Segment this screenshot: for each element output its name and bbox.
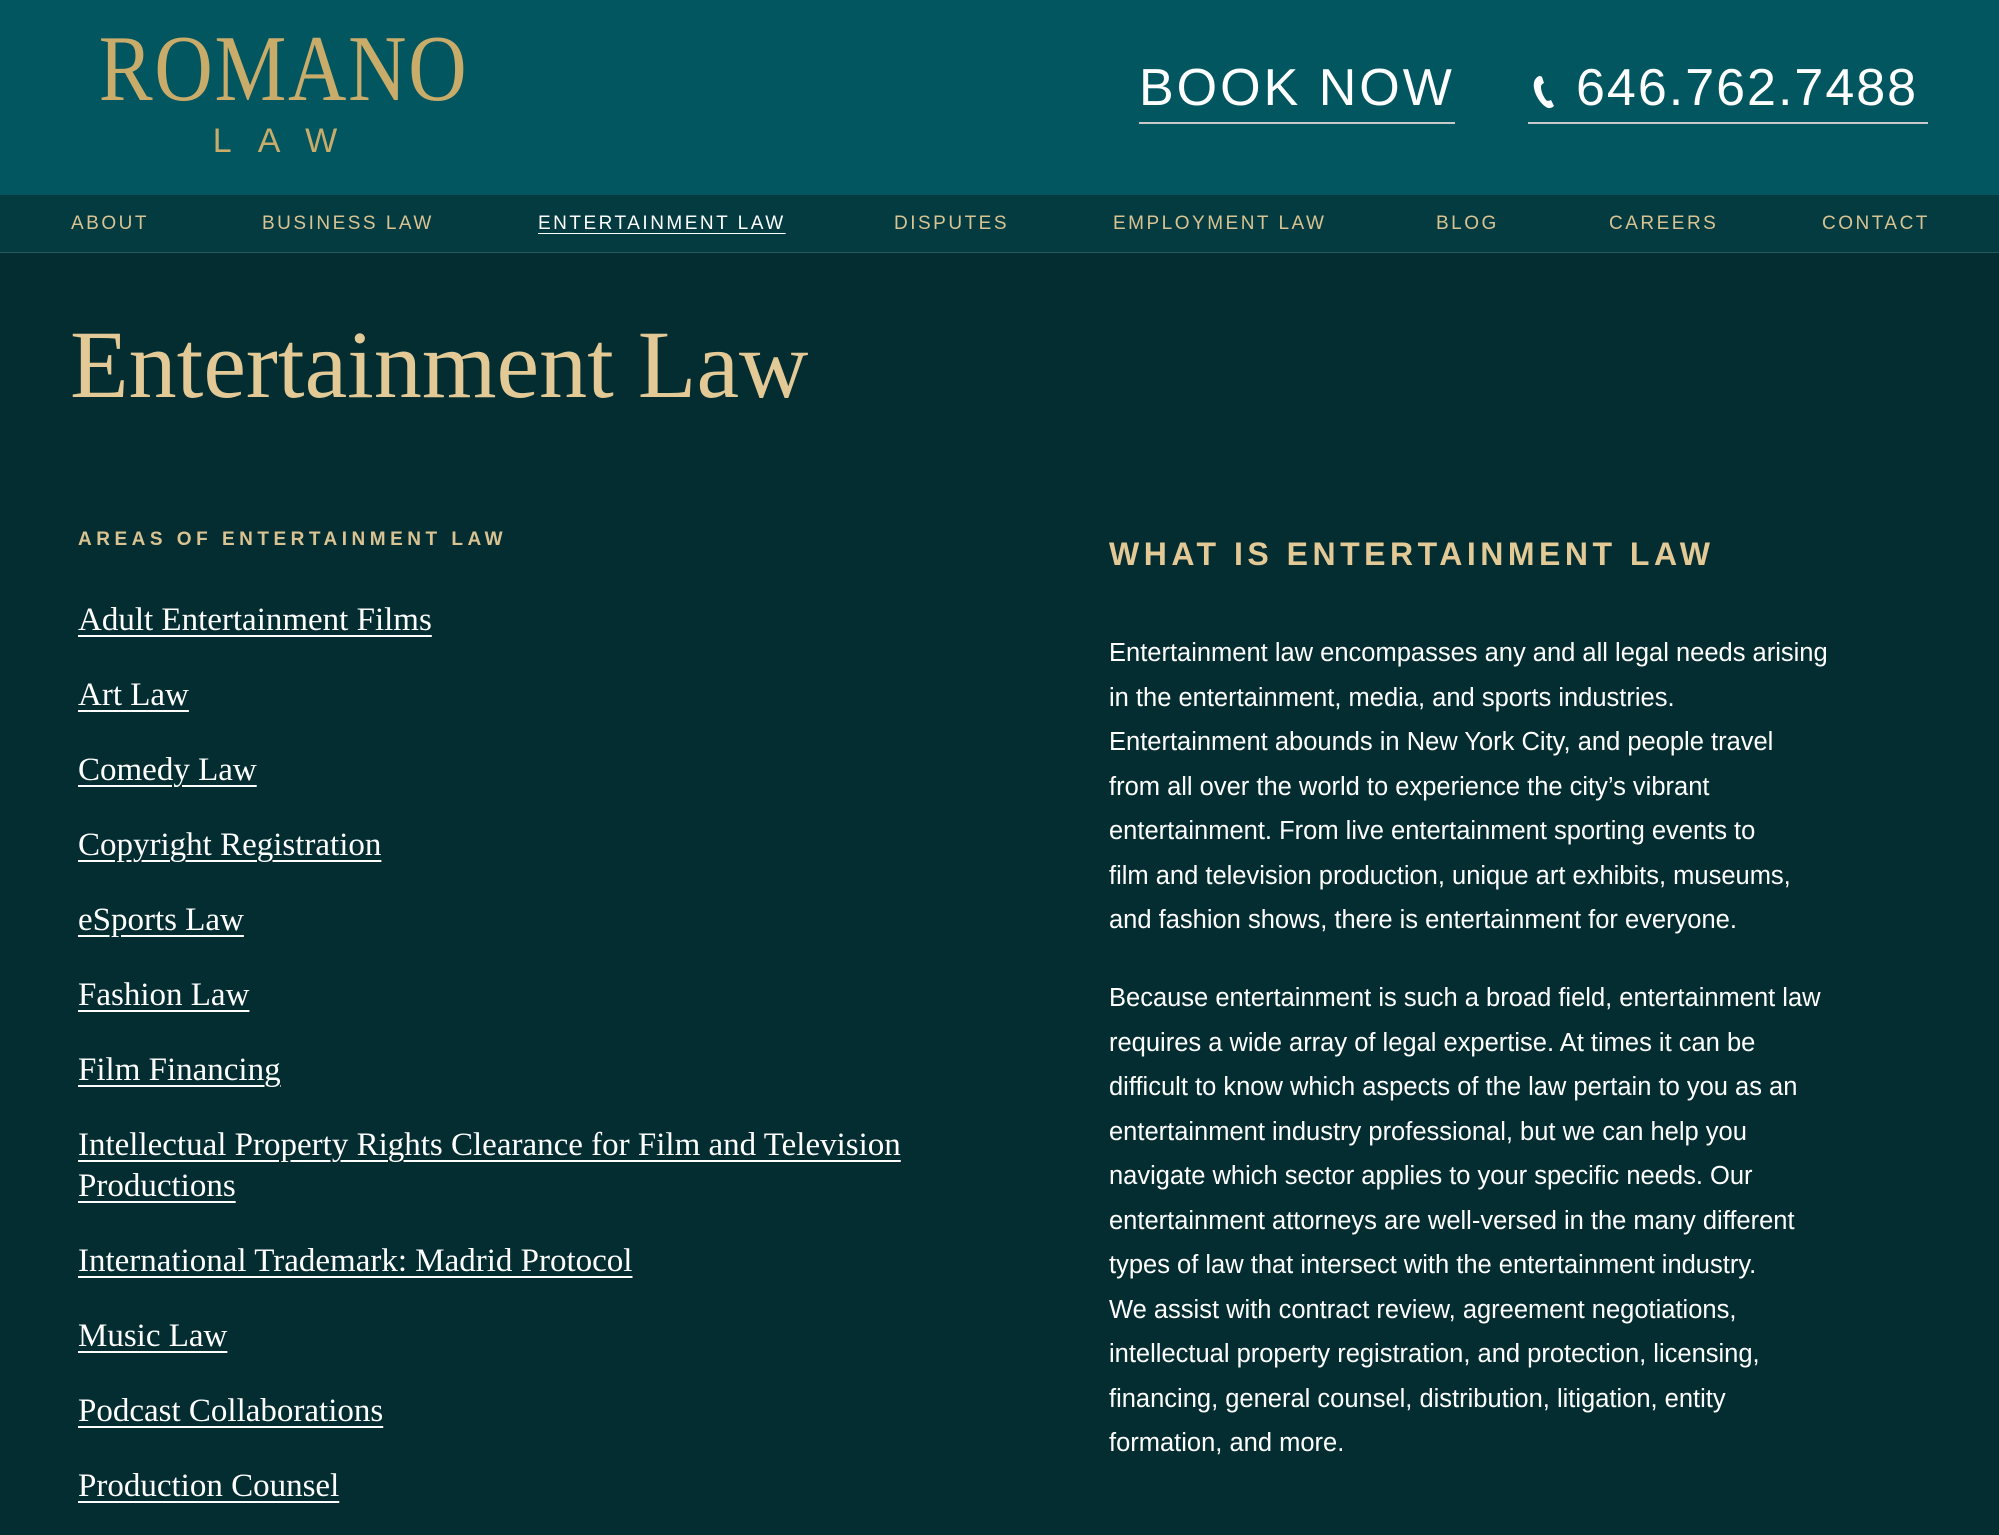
nav-item-about[interactable]: ABOUT bbox=[71, 213, 149, 234]
area-link-copyright-registration[interactable]: Copyright Registration bbox=[78, 827, 382, 863]
area-link-comedy-law[interactable]: Comedy Law bbox=[78, 752, 257, 788]
list-item bbox=[78, 1125, 1008, 1241]
paragraph-line: entertainment. From live entertainment sporting events to bbox=[1109, 817, 1756, 845]
main-nav bbox=[0, 195, 1999, 253]
paragraph-line: Entertainment law encompasses any and all legal needs arising bbox=[1109, 639, 1828, 667]
list-item bbox=[78, 750, 1008, 825]
area-link-line-2: Productions bbox=[78, 1168, 236, 1204]
paragraph-line: entertainment industry professional, but we can help you bbox=[1109, 1117, 1747, 1146]
paragraph-line: types of law that intersect with the entertainment industry. bbox=[1109, 1251, 1757, 1279]
nav-item-employment-law[interactable]: EMPLOYMENT LAW bbox=[1113, 213, 1327, 234]
list-item bbox=[78, 975, 1008, 1050]
paragraph-line: navigate which sector applies to your specific needs. Our bbox=[1109, 1162, 1753, 1190]
list-item bbox=[78, 600, 1008, 675]
paragraph-line: formation, and more. bbox=[1109, 1429, 1345, 1457]
logo-wordmark: ROMANO bbox=[98, 17, 469, 121]
areas-list bbox=[78, 600, 1008, 1535]
paragraph-line: from all over the world to experience the city’s vibrant bbox=[1109, 772, 1710, 801]
list-item bbox=[78, 1316, 1008, 1391]
area-link-fashion-law[interactable]: Fashion Law bbox=[78, 977, 250, 1013]
romano-law-logo[interactable] bbox=[70, 17, 480, 160]
area-link-esports-law[interactable]: eSports Law bbox=[78, 902, 244, 938]
paragraph-line: and fashion shows, there is entertainment for everyone. bbox=[1109, 906, 1737, 934]
phone-number: 646.762.7488 bbox=[1576, 59, 1919, 117]
nav-item-entertainment-law[interactable]: ENTERTAINMENT LAW bbox=[538, 213, 786, 234]
logo-subtitle: LAW bbox=[212, 122, 364, 160]
phone-link[interactable] bbox=[1528, 58, 1928, 124]
list-item bbox=[78, 1050, 1008, 1125]
area-link-ip-rights-clearance[interactable] bbox=[78, 1127, 901, 1204]
paragraph-line: difficult to know which aspects of the law pertain to you as an bbox=[1109, 1073, 1798, 1101]
paragraph-line: requires a wide array of legal expertise. At times it can be bbox=[1109, 1028, 1756, 1057]
nav-item-contact[interactable]: CONTACT bbox=[1822, 213, 1930, 234]
area-link-adult-entertainment-films[interactable]: Adult Entertainment Films bbox=[78, 602, 432, 638]
phone-icon bbox=[1530, 74, 1560, 110]
area-link-international-trademark[interactable]: International Trademark: Madrid Protocol bbox=[78, 1243, 633, 1279]
intro-paragraph bbox=[1109, 631, 1899, 943]
list-item bbox=[78, 900, 1008, 975]
paragraph-line: Because entertainment is such a broad field, entertainment law bbox=[1109, 984, 1821, 1012]
list-item bbox=[78, 1391, 1008, 1466]
page-title: Entertainment Law bbox=[70, 311, 809, 418]
paragraph-line: We assist with contract review, agreement negotiations, bbox=[1109, 1295, 1737, 1324]
area-link-line-1: Intellectual Property Rights Clearance for Film and Television bbox=[78, 1127, 901, 1163]
paragraph-line: Entertainment abounds in New York City, and people travel bbox=[1109, 728, 1774, 756]
paragraph-line: in the entertainment, media, and sports industries. bbox=[1109, 683, 1675, 712]
area-link-podcast-collaborations[interactable]: Podcast Collaborations bbox=[78, 1393, 384, 1429]
site-header bbox=[0, 0, 1999, 195]
area-link-art-law[interactable]: Art Law bbox=[78, 677, 189, 713]
nav-item-careers[interactable]: CAREERS bbox=[1609, 213, 1719, 234]
list-item bbox=[78, 1241, 1008, 1316]
book-now-button[interactable]: BOOK NOW bbox=[1139, 58, 1455, 124]
nav-item-blog[interactable]: BLOG bbox=[1436, 213, 1499, 234]
area-link-music-law[interactable]: Music Law bbox=[78, 1318, 228, 1354]
list-item bbox=[78, 675, 1008, 750]
area-link-production-counsel[interactable]: Production Counsel bbox=[78, 1468, 340, 1504]
paragraph-line: intellectual property registration, and protection, licensing, bbox=[1109, 1340, 1760, 1368]
paragraph-line: financing, general counsel, distribution, litigation, entity bbox=[1109, 1384, 1726, 1413]
areas-heading: AREAS OF ENTERTAINMENT LAW bbox=[78, 529, 508, 550]
list-item bbox=[78, 825, 1008, 900]
paragraph-line: film and television production, unique art exhibits, museums, bbox=[1109, 861, 1791, 890]
expertise-paragraph bbox=[1109, 976, 1899, 1466]
nav-item-business-law[interactable]: BUSINESS LAW bbox=[262, 213, 434, 234]
list-item bbox=[78, 1466, 1008, 1535]
what-is-heading: WHAT IS ENTERTAINMENT LAW bbox=[1109, 536, 1715, 572]
area-link-film-financing[interactable]: Film Financing bbox=[78, 1052, 281, 1088]
nav-item-disputes[interactable]: DISPUTES bbox=[894, 213, 1010, 234]
paragraph-line: entertainment attorneys are well-versed in the many different bbox=[1109, 1206, 1795, 1235]
